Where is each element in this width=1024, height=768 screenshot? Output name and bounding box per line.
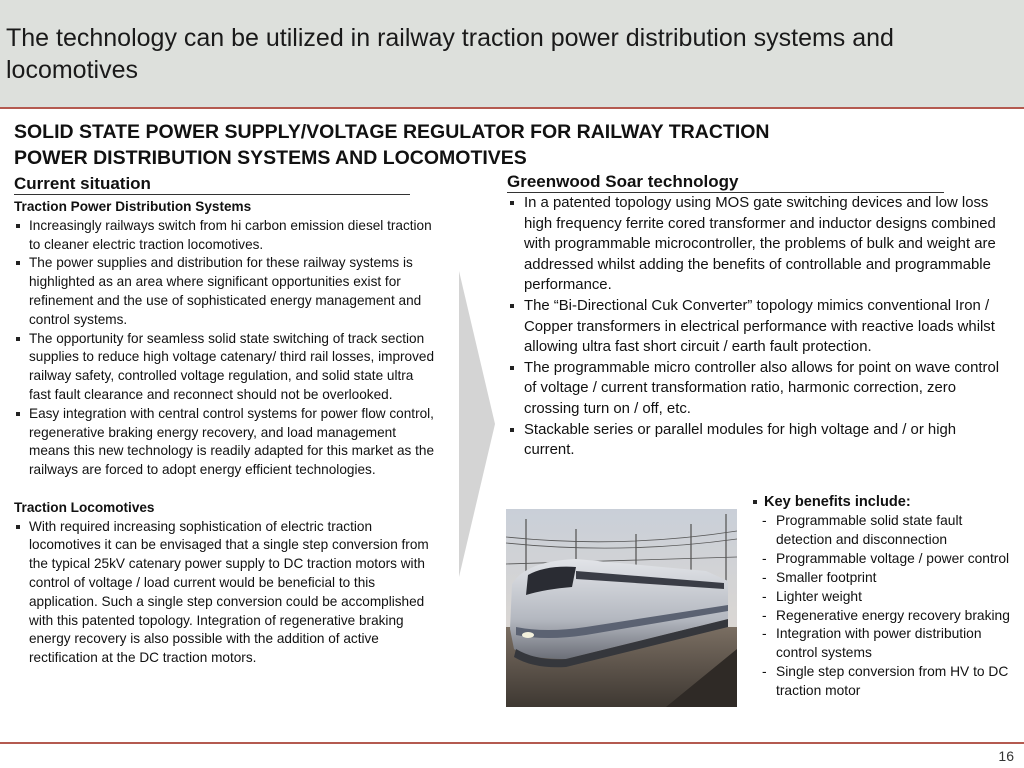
list-item: - Programmable solid state fault detection and disconnection [762, 512, 1018, 550]
list-item: With required increasing sophistication of electric traction locomotives it can be envisaged that a single step conversion from the typical 25kV catenary power supply to DC traction motors with control of voltage / load current would be beneficial to this application. Such a single step conversion could be accomplished with this patented topology. Integration of regenerative braking energy recovery is also possible with the addition of active rectification at the DC traction motors. [14, 518, 434, 668]
list-item: - Programmable voltage / power control [762, 550, 1018, 569]
list-item: The “Bi-Directional Cuk Converter” topology mimics conventional Iron / Copper transformers in electrical performance with reactive loads whilst allowing ultra fast short circuit / earth fault protection. [508, 296, 1004, 358]
list-item: - Integration with power distribution control systems [762, 625, 1018, 663]
list-item: The power supplies and distribution for these railway systems is highlighted as an area where significant opportunities exist for refinement and the use of sophisticated energy management and control systems. [14, 254, 434, 329]
chevron-right-arrow-icon [459, 271, 495, 577]
traction-locomotives-list [14, 518, 434, 668]
footer-divider [0, 742, 1024, 744]
list-item: - Regenerative energy recovery braking [762, 607, 1018, 626]
header-bar [0, 0, 1024, 109]
list-item: The programmable micro controller also allows for point on wave control of voltage / current transformation ratio, harmonic correction, zero crossing turn on / off, etc. [508, 358, 1004, 420]
traction-power-subheading: Traction Power Distribution Systems [14, 199, 252, 214]
greenwood-soar-heading: Greenwood Soar technology [507, 172, 944, 193]
key-benefits-list [762, 512, 1018, 701]
key-benefits [752, 492, 1018, 701]
key-benefits-title: Key benefits include: [752, 492, 1018, 512]
traction-locomotives-subheading: Traction Locomotives [14, 499, 155, 515]
section-title: SOLID STATE POWER SUPPLY/VOLTAGE REGULATOR FOR RAILWAY TRACTION POWER DISTRIBUTION SYSTEMS AND LOCOMOTIVES [14, 121, 770, 169]
high-speed-train-photo [506, 509, 737, 707]
spacer [14, 480, 434, 499]
page-title: The technology can be utilized in railway traction power distribution systems and locomotives [6, 24, 894, 84]
list-item: Easy integration with central control systems for power flow control, regenerative braking energy recovery, and load management means this new technology is readily adapted for this market as the railways are forced to adopt energy efficient technologies. [14, 405, 434, 480]
list-item: - Single step conversion from HV to DC traction motor [762, 663, 1018, 701]
current-situation-heading: Current situation [14, 174, 410, 195]
list-item: Increasingly railways switch from hi carbon emission diesel traction to cleaner electric traction locomotives. [14, 217, 434, 255]
current-situation-column [14, 198, 434, 668]
list-item: The opportunity for seamless solid state switching of track section supplies to reduce high voltage catenary/ third rail losses, improved railway safety, controlled voltage regulation, and solid state ultra fast fault clearance and reconnect should not be overlooked. [14, 330, 434, 405]
greenwood-soar-column [508, 193, 1004, 461]
list-item: In a patented topology using MOS gate switching devices and low loss high frequency ferrite cored transformer and inductor designs combined with programmable microcontroller, the problems of bulk and weight are addressed whilst adding the benefits of controllable and programmable performance. [508, 193, 1004, 296]
list-item: - Smaller footprint [762, 569, 1018, 588]
technology-list [508, 193, 1004, 461]
list-item: Stackable series or parallel modules for high voltage and / or high current. [508, 420, 1004, 461]
list-item: - Lighter weight [762, 588, 1018, 607]
traction-power-list [14, 217, 434, 480]
page-number: 16 [998, 748, 1014, 764]
